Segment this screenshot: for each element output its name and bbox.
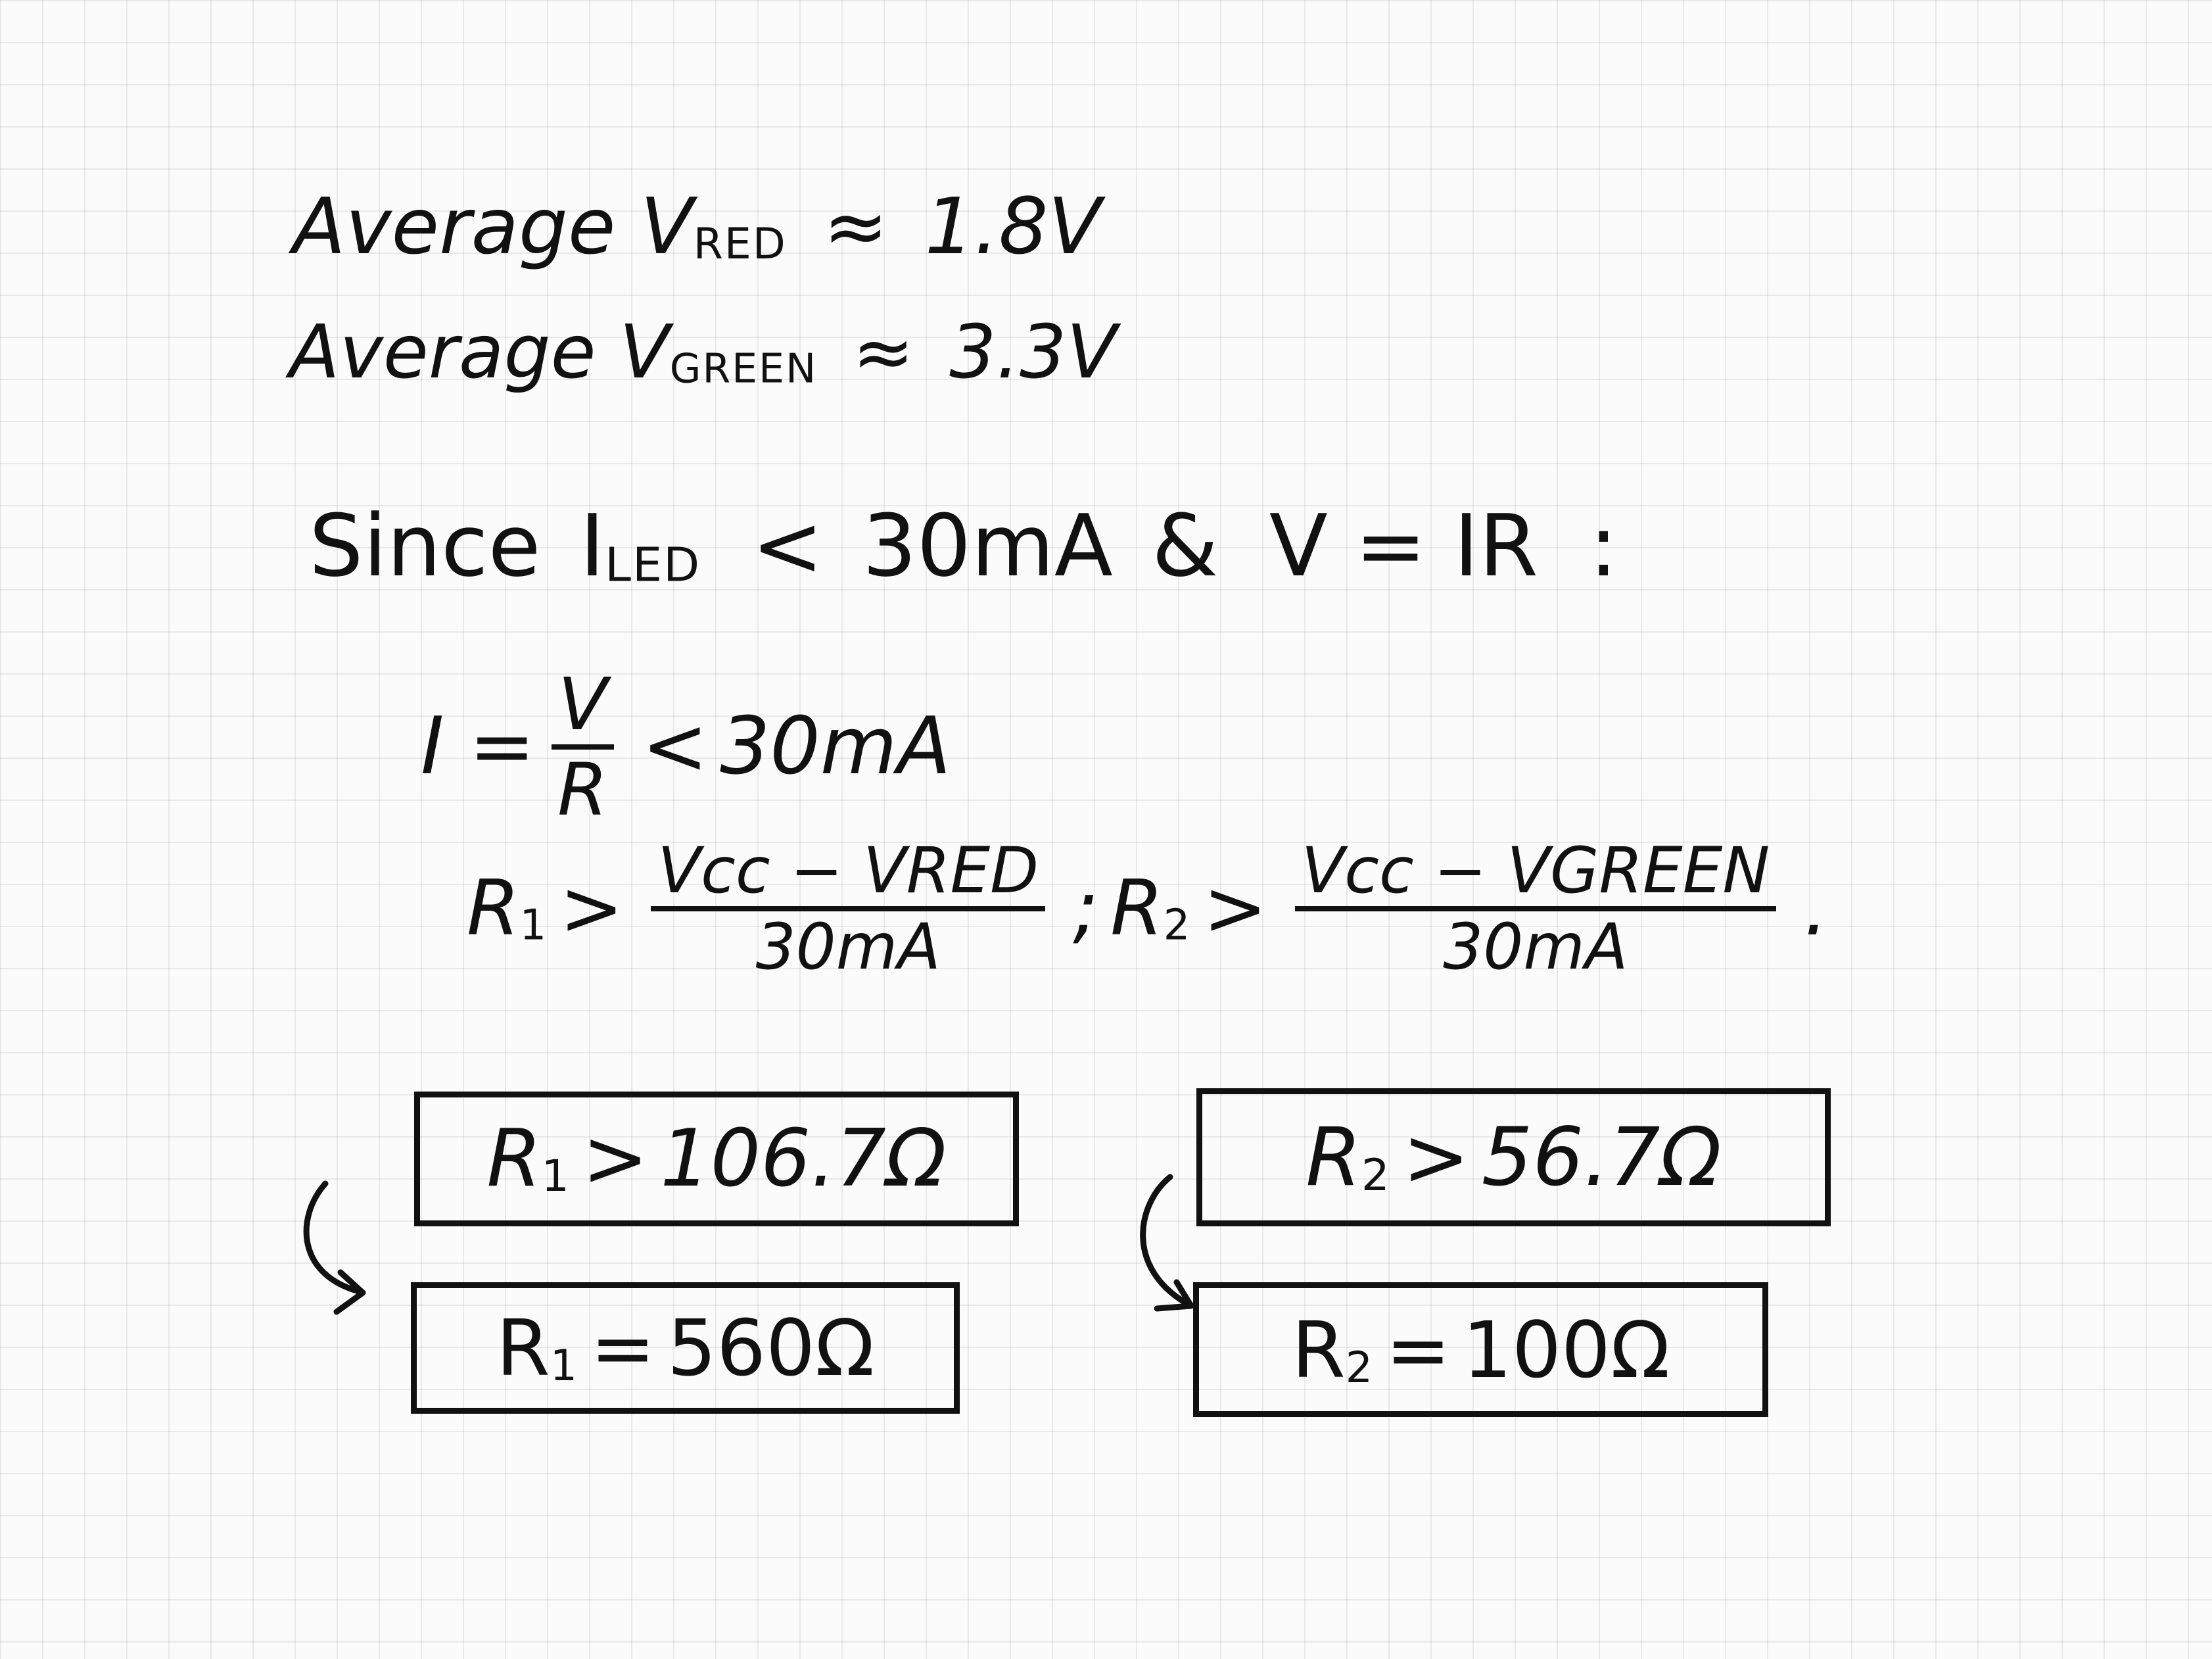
approx-sign: ≈ <box>823 181 889 272</box>
less-than-sign: < <box>751 496 824 596</box>
since-condition-line <box>309 496 1630 596</box>
vgreen-symbol: VGREEN <box>619 310 818 395</box>
semicolon: ; <box>1073 864 1099 953</box>
vgreen-value: 3.3V <box>949 310 1117 395</box>
vred-subscript: RED <box>693 219 787 269</box>
current-limit: 30mA <box>862 496 1113 596</box>
vgreen-subscript: GREEN <box>669 345 818 393</box>
fraction-numerator: V <box>552 664 614 750</box>
average-vgreen-line <box>289 310 1117 395</box>
v-over-r-fraction <box>551 664 614 830</box>
r1-minimum-value: 106.7Ω <box>660 1113 947 1205</box>
r1-selected-box <box>411 1282 960 1414</box>
r1-selected-value: 560Ω <box>667 1303 875 1393</box>
r1-minimum-box <box>414 1092 1019 1226</box>
colon: : <box>1589 496 1618 596</box>
r2-symbol: R2 <box>1291 1304 1374 1395</box>
r1-subscript: 1 <box>519 901 548 950</box>
r2-subscript: 2 <box>1345 1343 1374 1393</box>
fraction-denominator: R <box>557 748 608 832</box>
r1-symbol: R1 <box>486 1113 571 1205</box>
greater-than-sign: > <box>559 864 624 953</box>
r1-symbol: R1 <box>467 863 548 953</box>
current-lhs: I = <box>421 701 536 792</box>
r2-selected-value: 100Ω <box>1462 1304 1670 1395</box>
r2-denominator: 30mA <box>1443 910 1628 984</box>
r1-subscript: 1 <box>541 1150 571 1201</box>
equals-sign: = <box>590 1303 655 1393</box>
period: . <box>1804 864 1829 953</box>
r1-fraction <box>651 835 1045 982</box>
r2-minimum-value: 56.7Ω <box>1481 1111 1722 1204</box>
current-limit: 30mA <box>720 701 951 792</box>
vred-symbol: VRED <box>640 181 787 272</box>
r1-denominator: 30mA <box>755 910 941 984</box>
vred-value: 1.8V <box>924 181 1102 272</box>
approx-sign: ≈ <box>852 310 914 395</box>
r1-subscript: 1 <box>550 1341 578 1391</box>
r1-symbol: R1 <box>496 1303 578 1393</box>
r2-symbol: R2 <box>1306 1111 1391 1204</box>
r2-selected-box <box>1193 1282 1768 1417</box>
greater-than-sign: > <box>1203 864 1267 953</box>
greater-than-sign: > <box>582 1113 649 1205</box>
average-label: Average <box>289 310 596 395</box>
ohms-law: V = IR <box>1269 496 1539 596</box>
resistor-inequalities-line <box>467 835 1840 982</box>
r2-numerator: Vcc − VGREEN <box>1295 835 1777 911</box>
equals-sign: = <box>1386 1304 1451 1395</box>
average-vred-line <box>293 181 1102 272</box>
average-label: Average <box>293 181 616 272</box>
r2-curved-arrow-icon <box>1111 1170 1229 1335</box>
ohm-fraction-line <box>421 664 951 830</box>
since-word: Since <box>309 496 541 596</box>
r1-curved-arrow-icon <box>289 1177 408 1341</box>
greater-than-sign: > <box>1402 1111 1470 1204</box>
r2-symbol: R2 <box>1110 863 1192 953</box>
r2-minimum-box <box>1196 1088 1831 1226</box>
r1-numerator: Vcc − VRED <box>651 835 1045 911</box>
r2-subscript: 2 <box>1361 1149 1391 1201</box>
iled-subscript: LED <box>605 537 701 592</box>
ampersand: & <box>1152 496 1219 596</box>
iled-symbol: ILED <box>579 496 701 596</box>
r2-fraction <box>1295 835 1777 982</box>
r2-subscript: 2 <box>1163 901 1192 950</box>
less-than-sign: < <box>642 701 709 792</box>
